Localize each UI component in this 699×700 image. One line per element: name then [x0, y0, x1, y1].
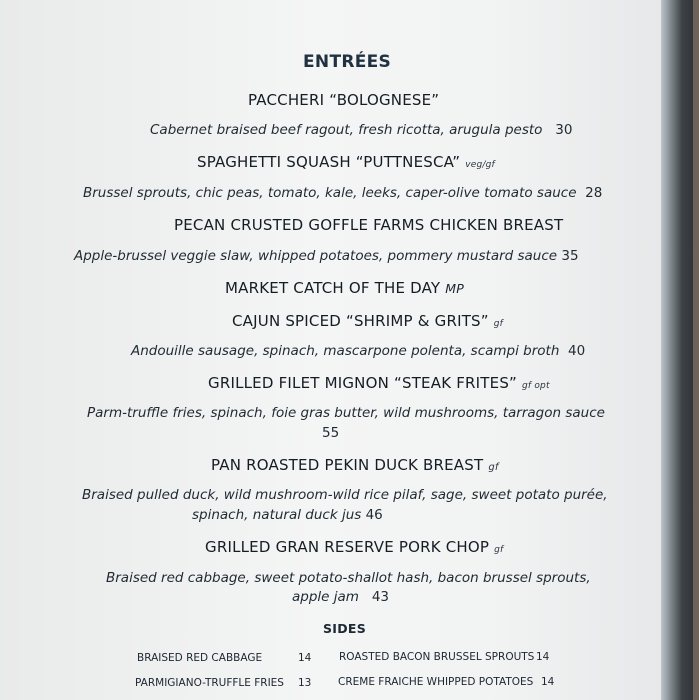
- dish-description: [192, 507, 383, 523]
- dish-price: 30: [555, 122, 573, 138]
- dish-name: SPAGHETTI SQUASH “PUTTNESCA”: [197, 153, 461, 171]
- dish-price: 55: [322, 425, 340, 441]
- side-price: 14: [541, 676, 555, 688]
- dish-description-text: Brussel sprouts, chic peas, tomato, kale, leeks, caper-olive tomato sauce: [83, 185, 577, 201]
- dish-name: PAN ROASTED PEKIN DUCK BREAST: [211, 456, 484, 474]
- sides-title: SIDES: [323, 621, 367, 636]
- dietary-tag: veg/gf: [465, 160, 495, 170]
- side-price: 14: [298, 652, 312, 664]
- side-price: 13: [298, 677, 312, 689]
- dish-entry: [205, 538, 503, 556]
- dish-price: 28: [585, 185, 603, 201]
- dish-description: [150, 122, 572, 138]
- dish-description: [83, 185, 602, 201]
- section-title: ENTRÉES: [303, 52, 392, 72]
- table-surface: [693, 0, 699, 700]
- dish-description-text: Andouille sausage, spinach, mascarpone polenta, scampi broth: [131, 343, 560, 359]
- dish-description: [131, 343, 585, 359]
- dish-name: MARKET CATCH OF THE DAY: [225, 279, 441, 297]
- dish-price: 46: [365, 507, 383, 523]
- side-name: ROASTED BACON BRUSSEL SPROUTS: [339, 651, 535, 663]
- dish-description: Parm-truffle fries, spinach, foie gras butter, wild mushrooms, tarragon sauce: [87, 405, 605, 421]
- dish-entry: [197, 153, 495, 171]
- dish-entry: [211, 456, 499, 474]
- dish-price: 43: [371, 589, 389, 605]
- dietary-tag: gf: [493, 319, 504, 329]
- side-price: 14: [536, 651, 550, 663]
- dish-name: PECAN CRUSTED GOFFLE FARMS CHICKEN BREAST: [174, 216, 564, 234]
- market-price: MP: [445, 281, 464, 296]
- dish-entry: [225, 279, 464, 297]
- dietary-tag: gf opt: [521, 381, 550, 391]
- dish-description-text: spinach, natural duck jus: [192, 507, 362, 523]
- dish-description-text: Cabernet braised beef ragout, fresh ricotta, arugula pesto: [150, 122, 543, 138]
- dish-entry: [232, 312, 503, 330]
- dietary-tag: gf: [488, 462, 499, 473]
- dish-description: [74, 248, 579, 264]
- dish-name: GRILLED FILET MIGNON “STEAK FRITES”: [208, 374, 518, 392]
- dish-entry: [208, 374, 550, 392]
- dish-price: 40: [567, 343, 586, 359]
- dish-description-text: Apple-brussel veggie slaw, whipped potatoes, pommery mustard sauce: [74, 248, 558, 264]
- dish-description: [292, 589, 389, 605]
- side-name: PARMIGIANO-TRUFFLE FRIES: [135, 677, 284, 689]
- side-name: BRAISED RED CABBAGE: [137, 652, 263, 664]
- side-name: CREME FRAICHE WHIPPED POTATOES: [338, 676, 534, 688]
- dish-description-text: apple jam: [292, 589, 359, 605]
- dish-description: Braised pulled duck, wild mushroom-wild rice pilaf, sage, sweet potato purée,: [82, 487, 608, 503]
- dish-name: PACCHERI “BOLOGNESE”: [248, 91, 440, 109]
- dietary-tag: gf: [494, 545, 504, 555]
- dish-description: Braised red cabbage, sweet potato-shallot hash, bacon brussel sprouts,: [106, 570, 591, 586]
- dish-name: CAJUN SPICED “SHRIMP & GRITS”: [232, 312, 489, 330]
- dish-name: GRILLED GRAN RESERVE PORK CHOP: [205, 538, 490, 556]
- dish-price: 35: [561, 248, 579, 264]
